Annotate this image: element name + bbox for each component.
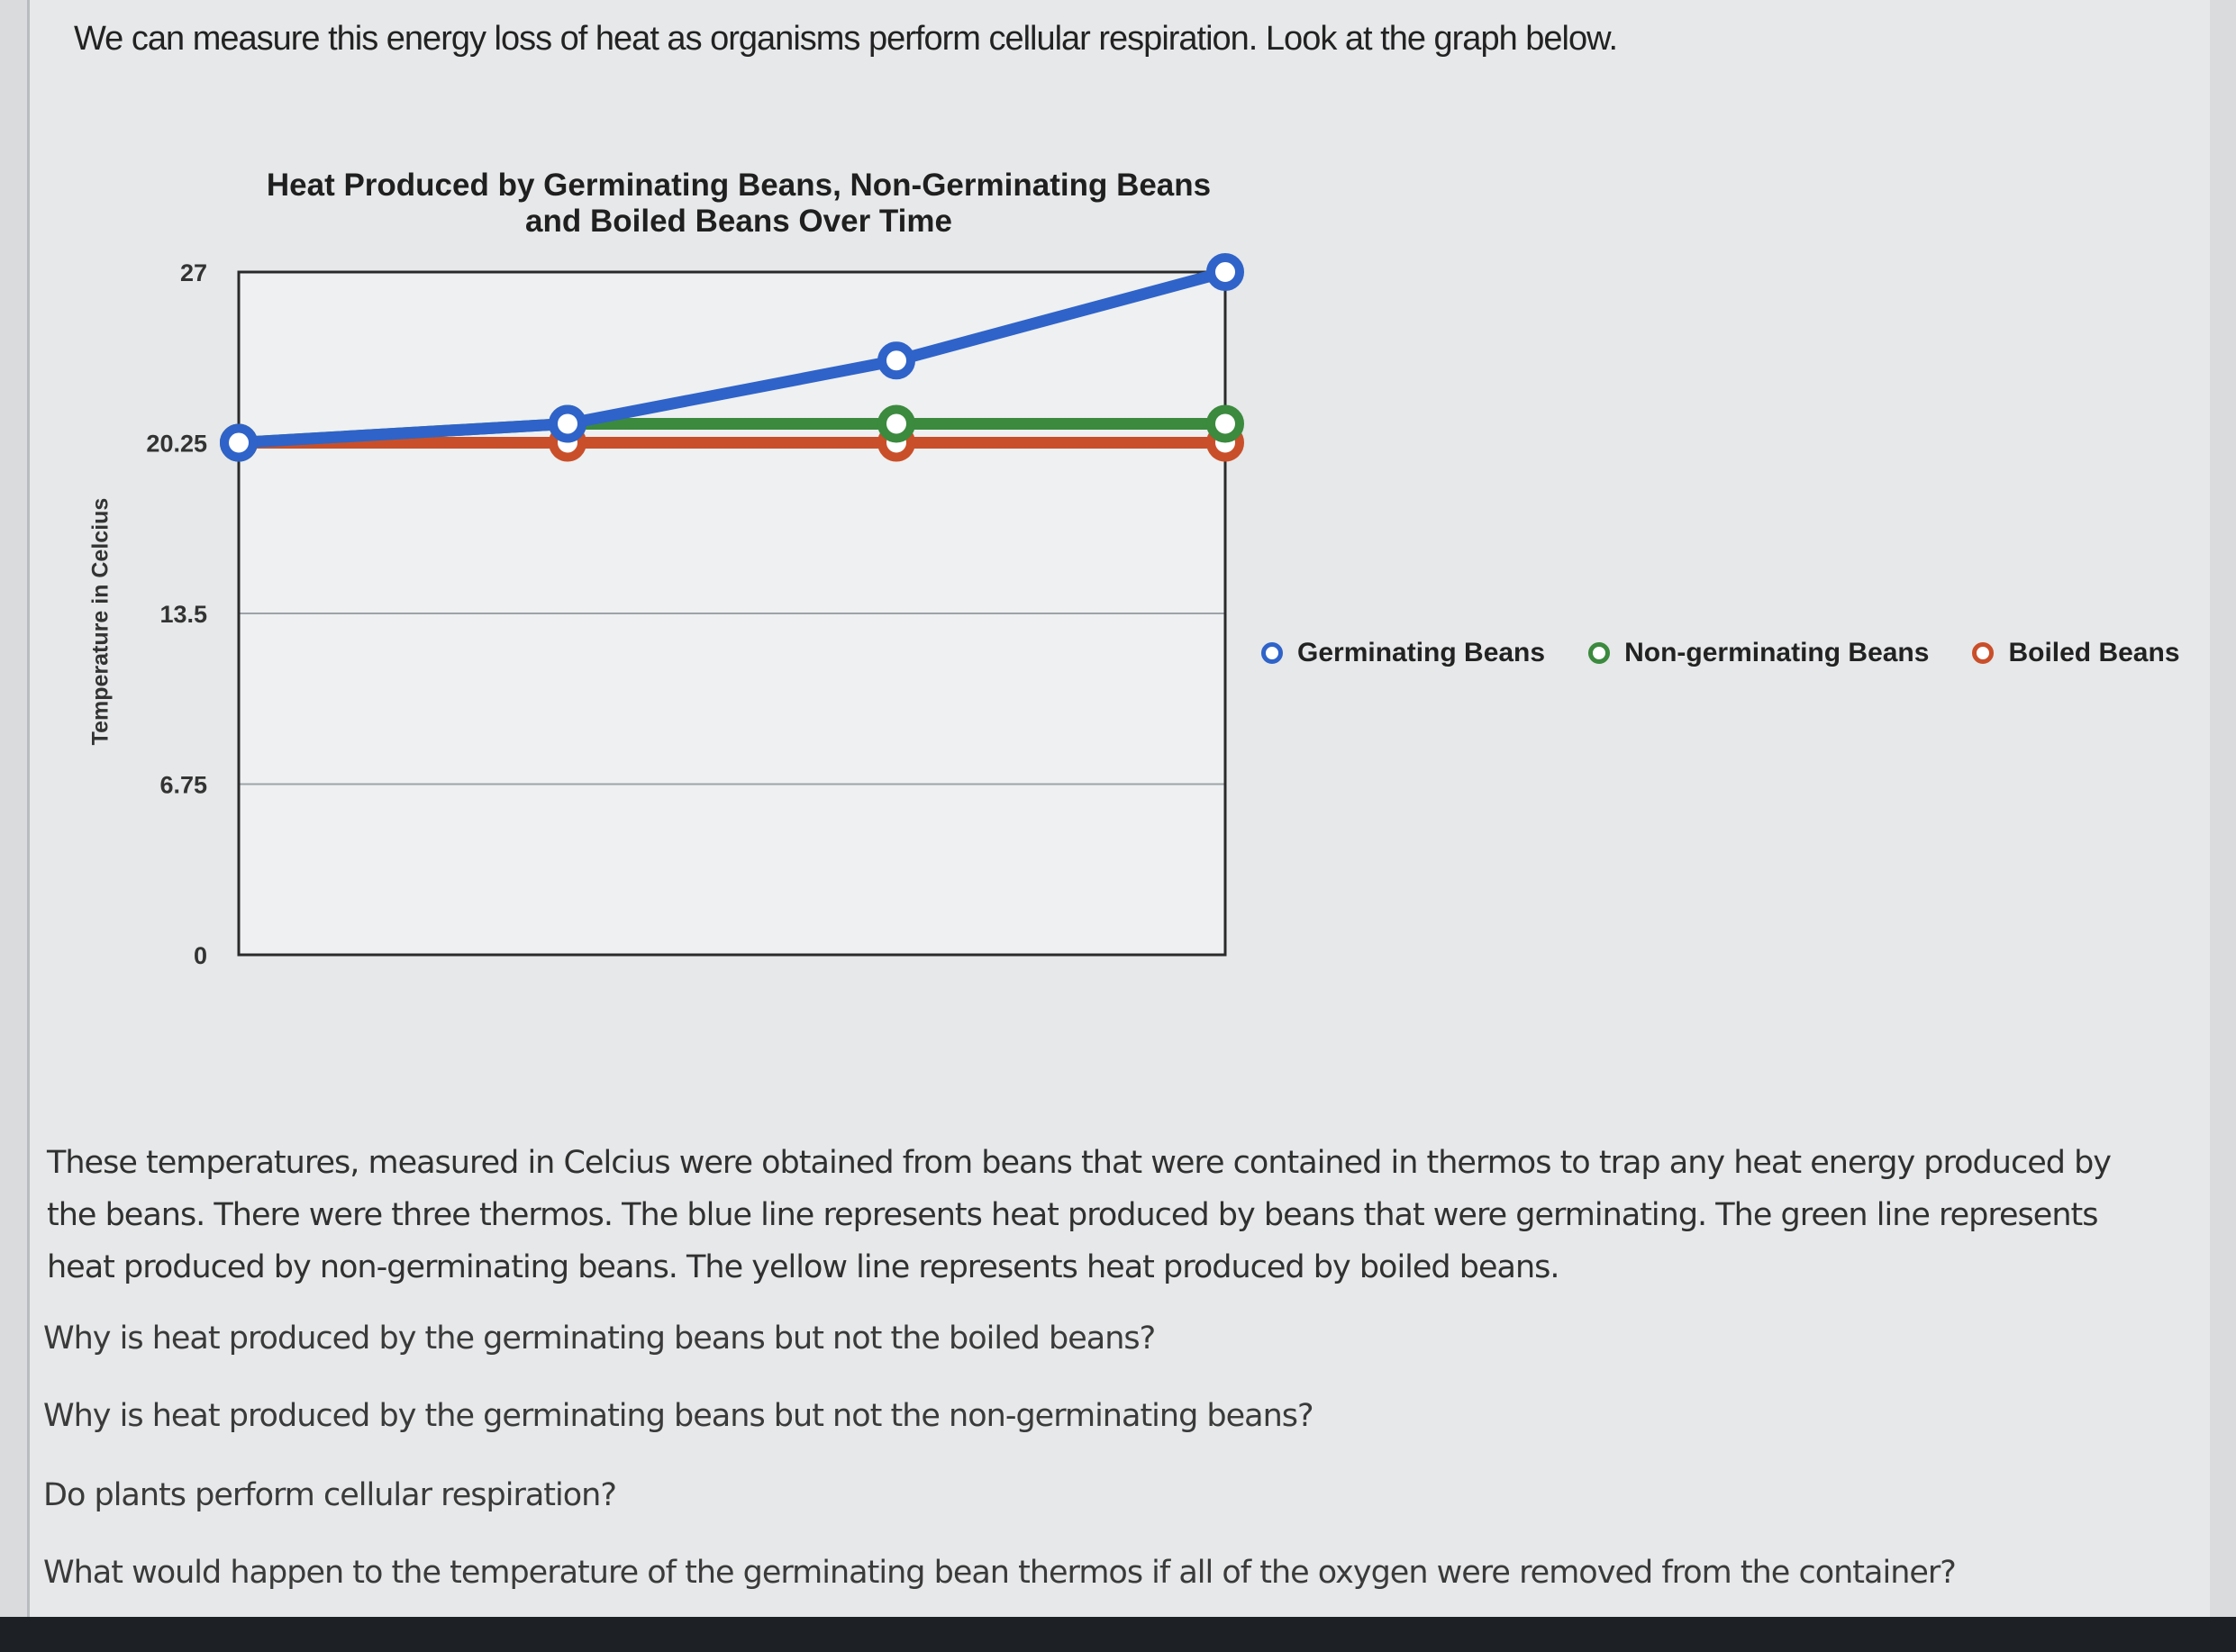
y-axis-label: Temperature in Celcius <box>87 497 114 746</box>
data-point <box>224 429 253 458</box>
legend-item <box>1588 638 1929 668</box>
legend-marker <box>1972 642 1994 664</box>
legend-item <box>1261 638 1545 668</box>
chart-legend <box>1261 638 2223 668</box>
data-point <box>882 409 911 438</box>
y-tick-label: 20.25 <box>146 430 207 458</box>
legend-item <box>1972 638 2179 668</box>
y-tick-label: 6.75 <box>159 771 207 799</box>
legend-label: Boiled Beans <box>2008 638 2180 667</box>
legend-label: Germinating Beans <box>1297 638 1546 667</box>
data-point <box>1211 409 1240 438</box>
chart-title-line2: and Boiled Beans Over Time <box>525 204 952 239</box>
chart-title-line1: Heat Produced by Germinating Beans, Non-Germinating Beans <box>266 168 1212 203</box>
explanation-paragraph: These temperatures, measured in Celcius were obtained from beans that were contained in thermos to trap any heat energy produced by the beans. There were three thermos. The blue line represents heat produced by beans that were germinating. The green line represents heat produced by non-germinating beans. The yellow line represents heat produced by boiled beans. <box>47 1145 2112 1285</box>
y-tick-label: 13.5 <box>159 601 207 628</box>
y-tick-label: 27 <box>179 259 207 286</box>
question-2: Why is heat produced by the germinating beans but not the non-germinating beans? <box>43 1398 1313 1434</box>
data-point <box>882 346 911 375</box>
question-4: What would happen to the temperature of the germinating bean thermos if all of the oxygen were removed from the container? <box>43 1555 1956 1591</box>
legend-marker <box>1588 642 1610 664</box>
question-3: Do plants perform cellular respiration? <box>43 1477 616 1513</box>
question-1: Why is heat produced by the germinating beans but not the boiled beans? <box>43 1321 1156 1357</box>
legend-marker <box>1261 642 1283 664</box>
data-point <box>553 409 582 438</box>
legend-label: Non-germinating Beans <box>1624 638 1930 667</box>
intro-text: We can measure this energy loss of heat as organisms perform cellular respiration. Look at the graph below. <box>74 20 1618 58</box>
data-point <box>1211 258 1240 286</box>
y-tick-label: 0 <box>193 942 207 969</box>
